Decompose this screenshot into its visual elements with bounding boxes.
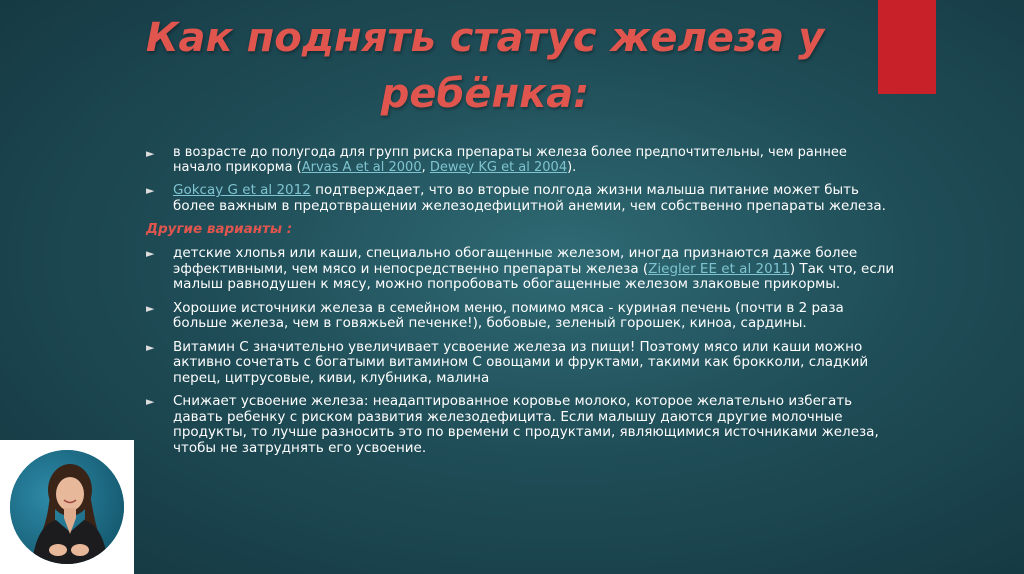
slide-title-line1: Как поднять статус железа у [145,15,825,61]
reference-link-arvas[interactable]: Arvas A et al 2000 [301,159,422,175]
arrow-right-icon: ► [146,184,155,197]
arrow-right-icon: ► [146,340,155,354]
other-options-heading: Другие варианты : [146,221,293,237]
list-item-text [173,246,896,293]
arrow-right-icon: ► [146,395,155,408]
list-item-text: Снижает усвоение железа: неадаптированное коровье молоко, которое желательно избегать давать ребенку с риском развития железодефицита. Если малышу даются другие молочные продукты, то лучше разносить это по времени с продуктами, являющимися источниками железа, чтобы не затруднять его усвоение. [173,393,879,456]
slide-title-line2: ребёнка: [380,71,590,117]
list-item [146,183,896,214]
item-text-before: в возрасте до полугода для групп риска препараты железа более предпочтительны, чем раннее начало прикорма ( [173,145,847,175]
reference-link-gokcay[interactable]: Gokcay G et al 2012 [173,182,311,198]
reference-link-ziegler[interactable]: Ziegler EE et al 2011 [648,260,790,277]
list-item [146,301,896,332]
author-photo-frame [0,440,134,574]
list-item [146,394,896,456]
list-item-text [173,146,896,175]
arrow-right-icon: ► [146,247,155,260]
item-text-after: ). [567,159,577,175]
list-item-text: Витамин С значительно увеличивает усвоение железа из пищи! Поэтому мясо или каши можно активно сочетать с богатыми витамином С овощами и фруктами, такими как брокколи, сладкий перец, цитрусовые, киви, клубника, малина [173,338,869,386]
reference-link-dewey[interactable]: Dewey KG et al 2004 [429,159,568,175]
arrow-right-icon: ► [146,147,155,160]
ref-separator: , [421,159,430,175]
list-item-text: Хорошие источники железа в семейном меню, помимо мяса - куриная печень (почти в 2 раза больше железа, чем в говяжьей печенке!), бобовые, зеленый горошек, киноа, сардины. [173,299,844,331]
item-text-before: детские хлопья или каши, специально обогащенные железом, иногда признаются даже более эффективными, чем мясо и непосредственно препараты железа ( [173,245,858,277]
item-text-after: ) Так что, если малыш равнодушен к мясу, можно попробовать обогащенные железом злаковые прикормы. [173,260,895,292]
list-item [146,340,896,387]
list-item [146,146,896,175]
list-item [146,246,896,293]
avatar [10,450,124,564]
slide-title [0,10,970,122]
arrow-right-icon: ► [146,301,155,315]
list-item-text [173,183,896,214]
item-text: подтверждает, что во вторые полгода жизни малыша питание может быть более важным в предотвращении железодефицитной анемии, чем собственно препараты железа. [173,182,886,214]
author-portrait-image [10,450,124,564]
slide-body [146,146,896,464]
